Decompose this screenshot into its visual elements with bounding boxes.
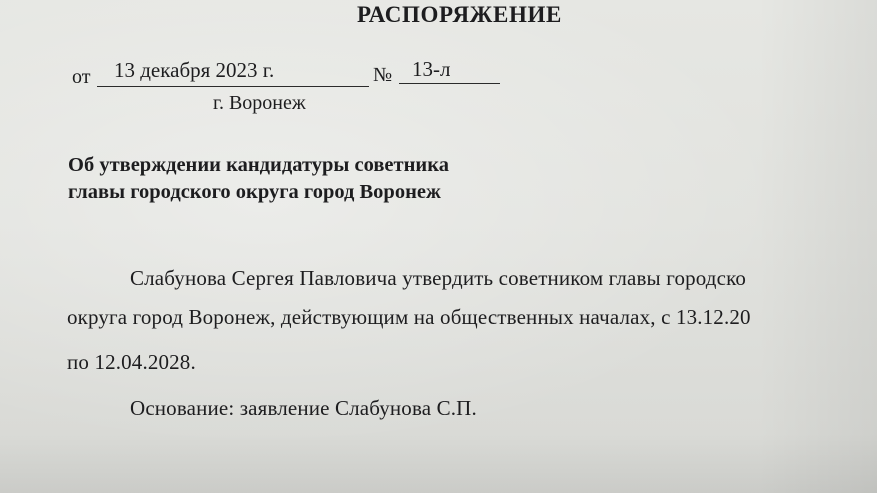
document-title: РАСПОРЯЖЕНИЕ [357,2,562,27]
body-line-3: по 12.04.2028. [67,350,196,374]
number-label: № [373,64,393,86]
basis-line: Основание: заявление Слабунова С.П. [130,396,477,420]
body-line-1: Слабунова Сергея Павловича утвердить советником главы городско [130,266,747,290]
page-shadow-right [757,0,877,493]
date-prefix-label: от [72,66,91,88]
body-line-2: округа город Воронеж, действующим на общественных началах, с 13.12.20 [67,305,751,329]
number-underline [399,83,500,84]
subject-line-1: Об утверждении кандидатуры советника [68,154,449,176]
document-date: 13 декабря 2023 г. [114,58,275,82]
date-underline [97,86,369,87]
document-city: г. Воронеж [213,92,306,114]
page-shadow-bottom [0,433,877,493]
subject-line-2: главы городского округа город Воронеж [68,181,441,203]
document-number: 13-л [412,57,451,81]
